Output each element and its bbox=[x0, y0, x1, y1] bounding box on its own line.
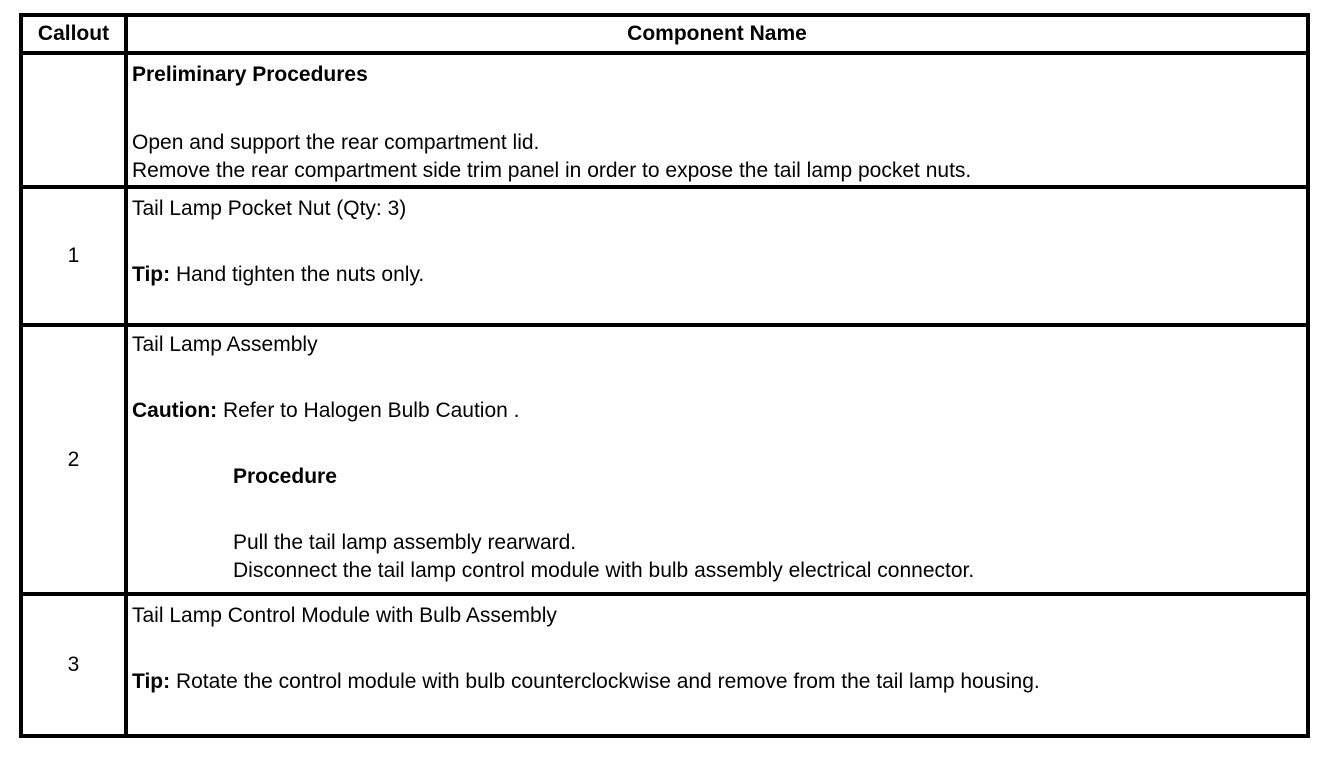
preliminary-title: Preliminary Procedures bbox=[132, 63, 368, 86]
callout-number: 1 bbox=[21, 187, 126, 325]
preliminary-row bbox=[21, 53, 1308, 187]
caution-note bbox=[132, 397, 1306, 425]
table-row bbox=[21, 325, 1308, 594]
preliminary-callout-cell bbox=[21, 53, 126, 187]
tip-label: Tip: bbox=[132, 670, 171, 693]
component-name: Tail Lamp Pocket Nut (Qty: 3) bbox=[132, 197, 407, 220]
component-cell bbox=[126, 594, 1308, 736]
tip-text: Rotate the control module with bulb counterclockwise and remove from the tail lamp housing. bbox=[170, 670, 1040, 693]
procedure-step: Pull the tail lamp assembly rearward. bbox=[233, 531, 577, 554]
procedure-title: Procedure bbox=[233, 465, 337, 488]
tip-note bbox=[132, 668, 1306, 696]
component-cell bbox=[126, 325, 1308, 594]
table-row bbox=[21, 187, 1308, 325]
caution-text: Refer to Halogen Bulb Caution . bbox=[217, 399, 520, 422]
tip-note bbox=[132, 261, 1306, 289]
tip-text: Hand tighten the nuts only. bbox=[170, 263, 425, 286]
preliminary-step: Remove the rear compartment side trim panel in order to expose the tail lamp pocket nuts. bbox=[132, 159, 972, 182]
procedure-step: Disconnect the tail lamp control module with bulb assembly electrical connector. bbox=[233, 559, 975, 582]
header-callout: Callout bbox=[21, 15, 126, 53]
preliminary-step: Open and support the rear compartment lid. bbox=[132, 131, 540, 154]
callout-number: 2 bbox=[21, 325, 126, 594]
table-row bbox=[21, 594, 1308, 736]
component-name: Tail Lamp Assembly bbox=[132, 333, 318, 356]
header-row bbox=[21, 15, 1308, 53]
component-cell bbox=[126, 187, 1308, 325]
tip-label: Tip: bbox=[132, 263, 171, 286]
header-component-name: Component Name bbox=[126, 15, 1308, 53]
component-name: Tail Lamp Control Module with Bulb Assembly bbox=[132, 604, 557, 627]
callout-number: 3 bbox=[21, 594, 126, 736]
procedure-table bbox=[19, 13, 1310, 738]
caution-label: Caution: bbox=[132, 399, 218, 422]
preliminary-cell bbox=[126, 53, 1308, 187]
